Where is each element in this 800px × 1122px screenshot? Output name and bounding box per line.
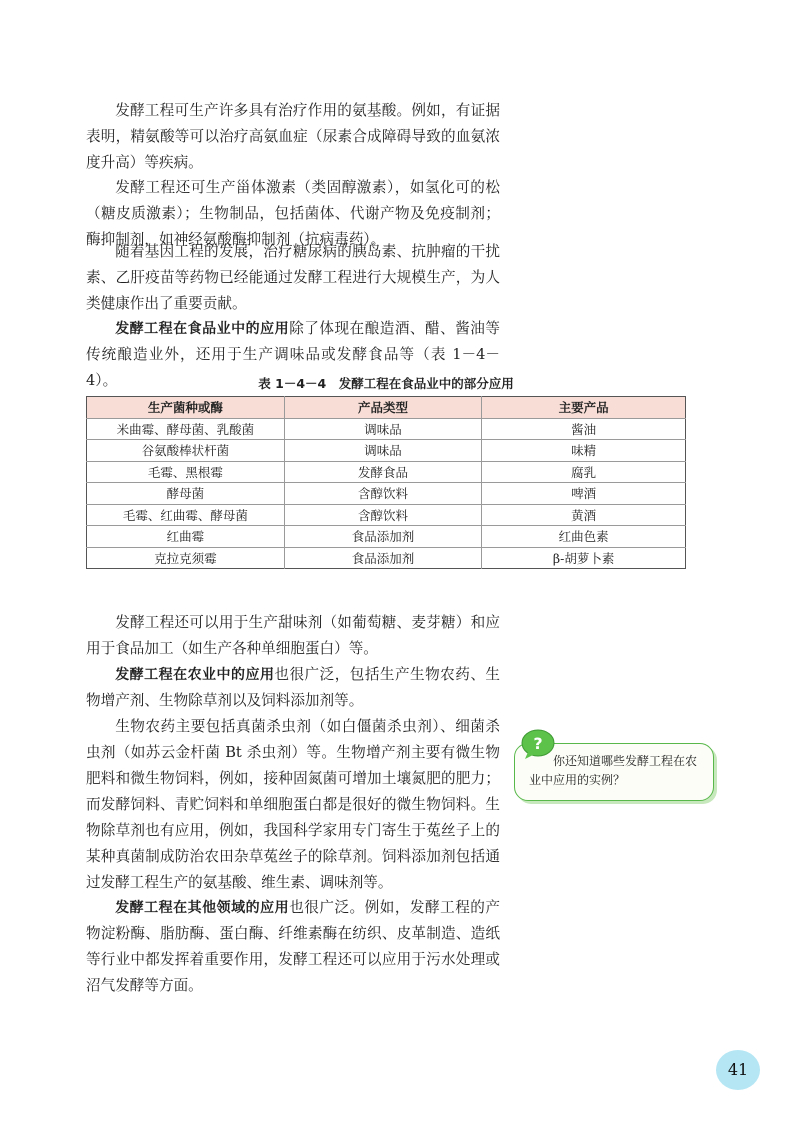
question-mark-glyph: ? — [533, 734, 543, 753]
table-row — [87, 547, 686, 569]
paragraph-bio-pesticides: 生物农药主要包括真菌杀虫剂（如白僵菌杀虫剂）、细菌杀虫剂（如苏云金杆菌 Bt 杀虫剂）等。生物增产剂主要有微生物肥料和微生物饲料，例如，接种固氮菌可增加土壤氮肥的肥力；而发酵饲料、青贮饲料和单细胞蛋白都是很好的微生物饲料。生物除草剂也有应用，例如，我国科学家用专门寄生于菟丝子上的某种真菌制成防治农田杂草菟丝子的除草剂。饲料添加剂包括通过发酵工程生产的氨基酸、维生素、调味剂等。 — [86, 718, 500, 891]
header-product-type: 产品类型 — [284, 397, 482, 419]
food-application-table — [86, 396, 686, 569]
table-row — [87, 461, 686, 483]
food-industry-text: 除了体现在酿造酒、醋、酱油等传统酿造业外，还用于生产调味品或发酵食品等（表 1－4－4）。 — [86, 320, 500, 389]
cell-strain: 米曲霉、酵母菌、乳酸菌 — [87, 418, 285, 440]
table-row — [87, 483, 686, 505]
cell-strain: 红曲霉 — [87, 526, 285, 548]
cell-strain: 毛霉、红曲霉、酵母菌 — [87, 504, 285, 526]
paragraph-sweeteners: 发酵工程还可以用于生产甜味剂（如葡萄糖、麦芽糖）和应用于食品加工（如生产各种单细胞蛋白）等。 — [86, 614, 500, 657]
table-header-row — [87, 397, 686, 419]
cell-product: 味精 — [482, 440, 686, 462]
table-caption: 表 1－4－4 发酵工程在食品业中的部分应用 — [258, 376, 514, 391]
paragraph-steroid-hormones: 发酵工程还可生产甾体激素（类固醇激素），如氢化可的松（糖皮质激素）；生物制品，包括菌体、代谢产物及免疫制剂；酶抑制剂，如神经氨酸酶抑制剂（抗病毒药）。 — [86, 179, 500, 248]
think-question-text: 你还知道哪些发酵工程在农业中应用的实例？ — [529, 754, 698, 787]
page-number: 41 — [716, 1050, 760, 1090]
cell-type: 调味品 — [284, 418, 482, 440]
cell-type: 食品添加剂 — [284, 547, 482, 569]
cell-product: 红曲色素 — [482, 526, 686, 548]
other-fields-text: 也很广泛。例如，发酵工程的产物淀粉酶、脂肪酶、蛋白酶、纤维素酶在纺织、皮革制造、造纸等行业中都发挥着重要作用，发酵工程还可以应用于污水处理或沼气发酵等方面。 — [86, 899, 500, 994]
cell-type: 含醇饮料 — [284, 504, 482, 526]
heading-other-fields: 发酵工程在其他领域的应用 — [115, 900, 290, 916]
question-bubble-icon — [520, 728, 556, 760]
agriculture-text: 也很广泛，包括生产生物农药、生物增产剂、生物除草剂以及饲料添加剂等。 — [86, 666, 500, 709]
header-strain: 生产菌种或酶 — [87, 397, 285, 419]
cell-type: 发酵食品 — [284, 461, 482, 483]
paragraph-genetic-engineering: 随着基因工程的发展，治疗糖尿病的胰岛素、抗肿瘤的干扰素、乙肝疫苗等药物已经能通过发酵工程进行大规模生产，为人类健康作出了重要贡献。 — [86, 243, 500, 312]
cell-strain: 谷氨酸棒状杆菌 — [87, 440, 285, 462]
table-row — [87, 526, 686, 548]
paragraph-amino-acids: 发酵工程可生产许多具有治疗作用的氨基酸。例如，有证据表明，精氨酸等可以治疗高氨血症（尿素合成障碍导致的血氨浓度升高）等疾病。 — [86, 102, 500, 171]
cell-product: 酱油 — [482, 418, 686, 440]
table-row — [87, 440, 686, 462]
cell-product: β-胡萝卜素 — [482, 547, 686, 569]
cell-strain: 克拉克须霉 — [87, 547, 285, 569]
heading-food-industry: 发酵工程在食品业中的应用 — [115, 321, 290, 337]
cell-product: 腐乳 — [482, 461, 686, 483]
heading-agriculture: 发酵工程在农业中的应用 — [115, 667, 275, 683]
cell-type: 含醇饮料 — [284, 483, 482, 505]
paragraph-agriculture — [86, 662, 500, 714]
cell-product: 黄酒 — [482, 504, 686, 526]
cell-strain: 酵母菌 — [87, 483, 285, 505]
table-row — [87, 504, 686, 526]
cell-type: 调味品 — [284, 440, 482, 462]
cell-strain: 毛霉、黑根霉 — [87, 461, 285, 483]
table-row — [87, 418, 686, 440]
paragraph-other-fields — [86, 895, 500, 999]
cell-product: 啤酒 — [482, 483, 686, 505]
header-main-product: 主要产品 — [482, 397, 686, 419]
cell-type: 食品添加剂 — [284, 526, 482, 548]
